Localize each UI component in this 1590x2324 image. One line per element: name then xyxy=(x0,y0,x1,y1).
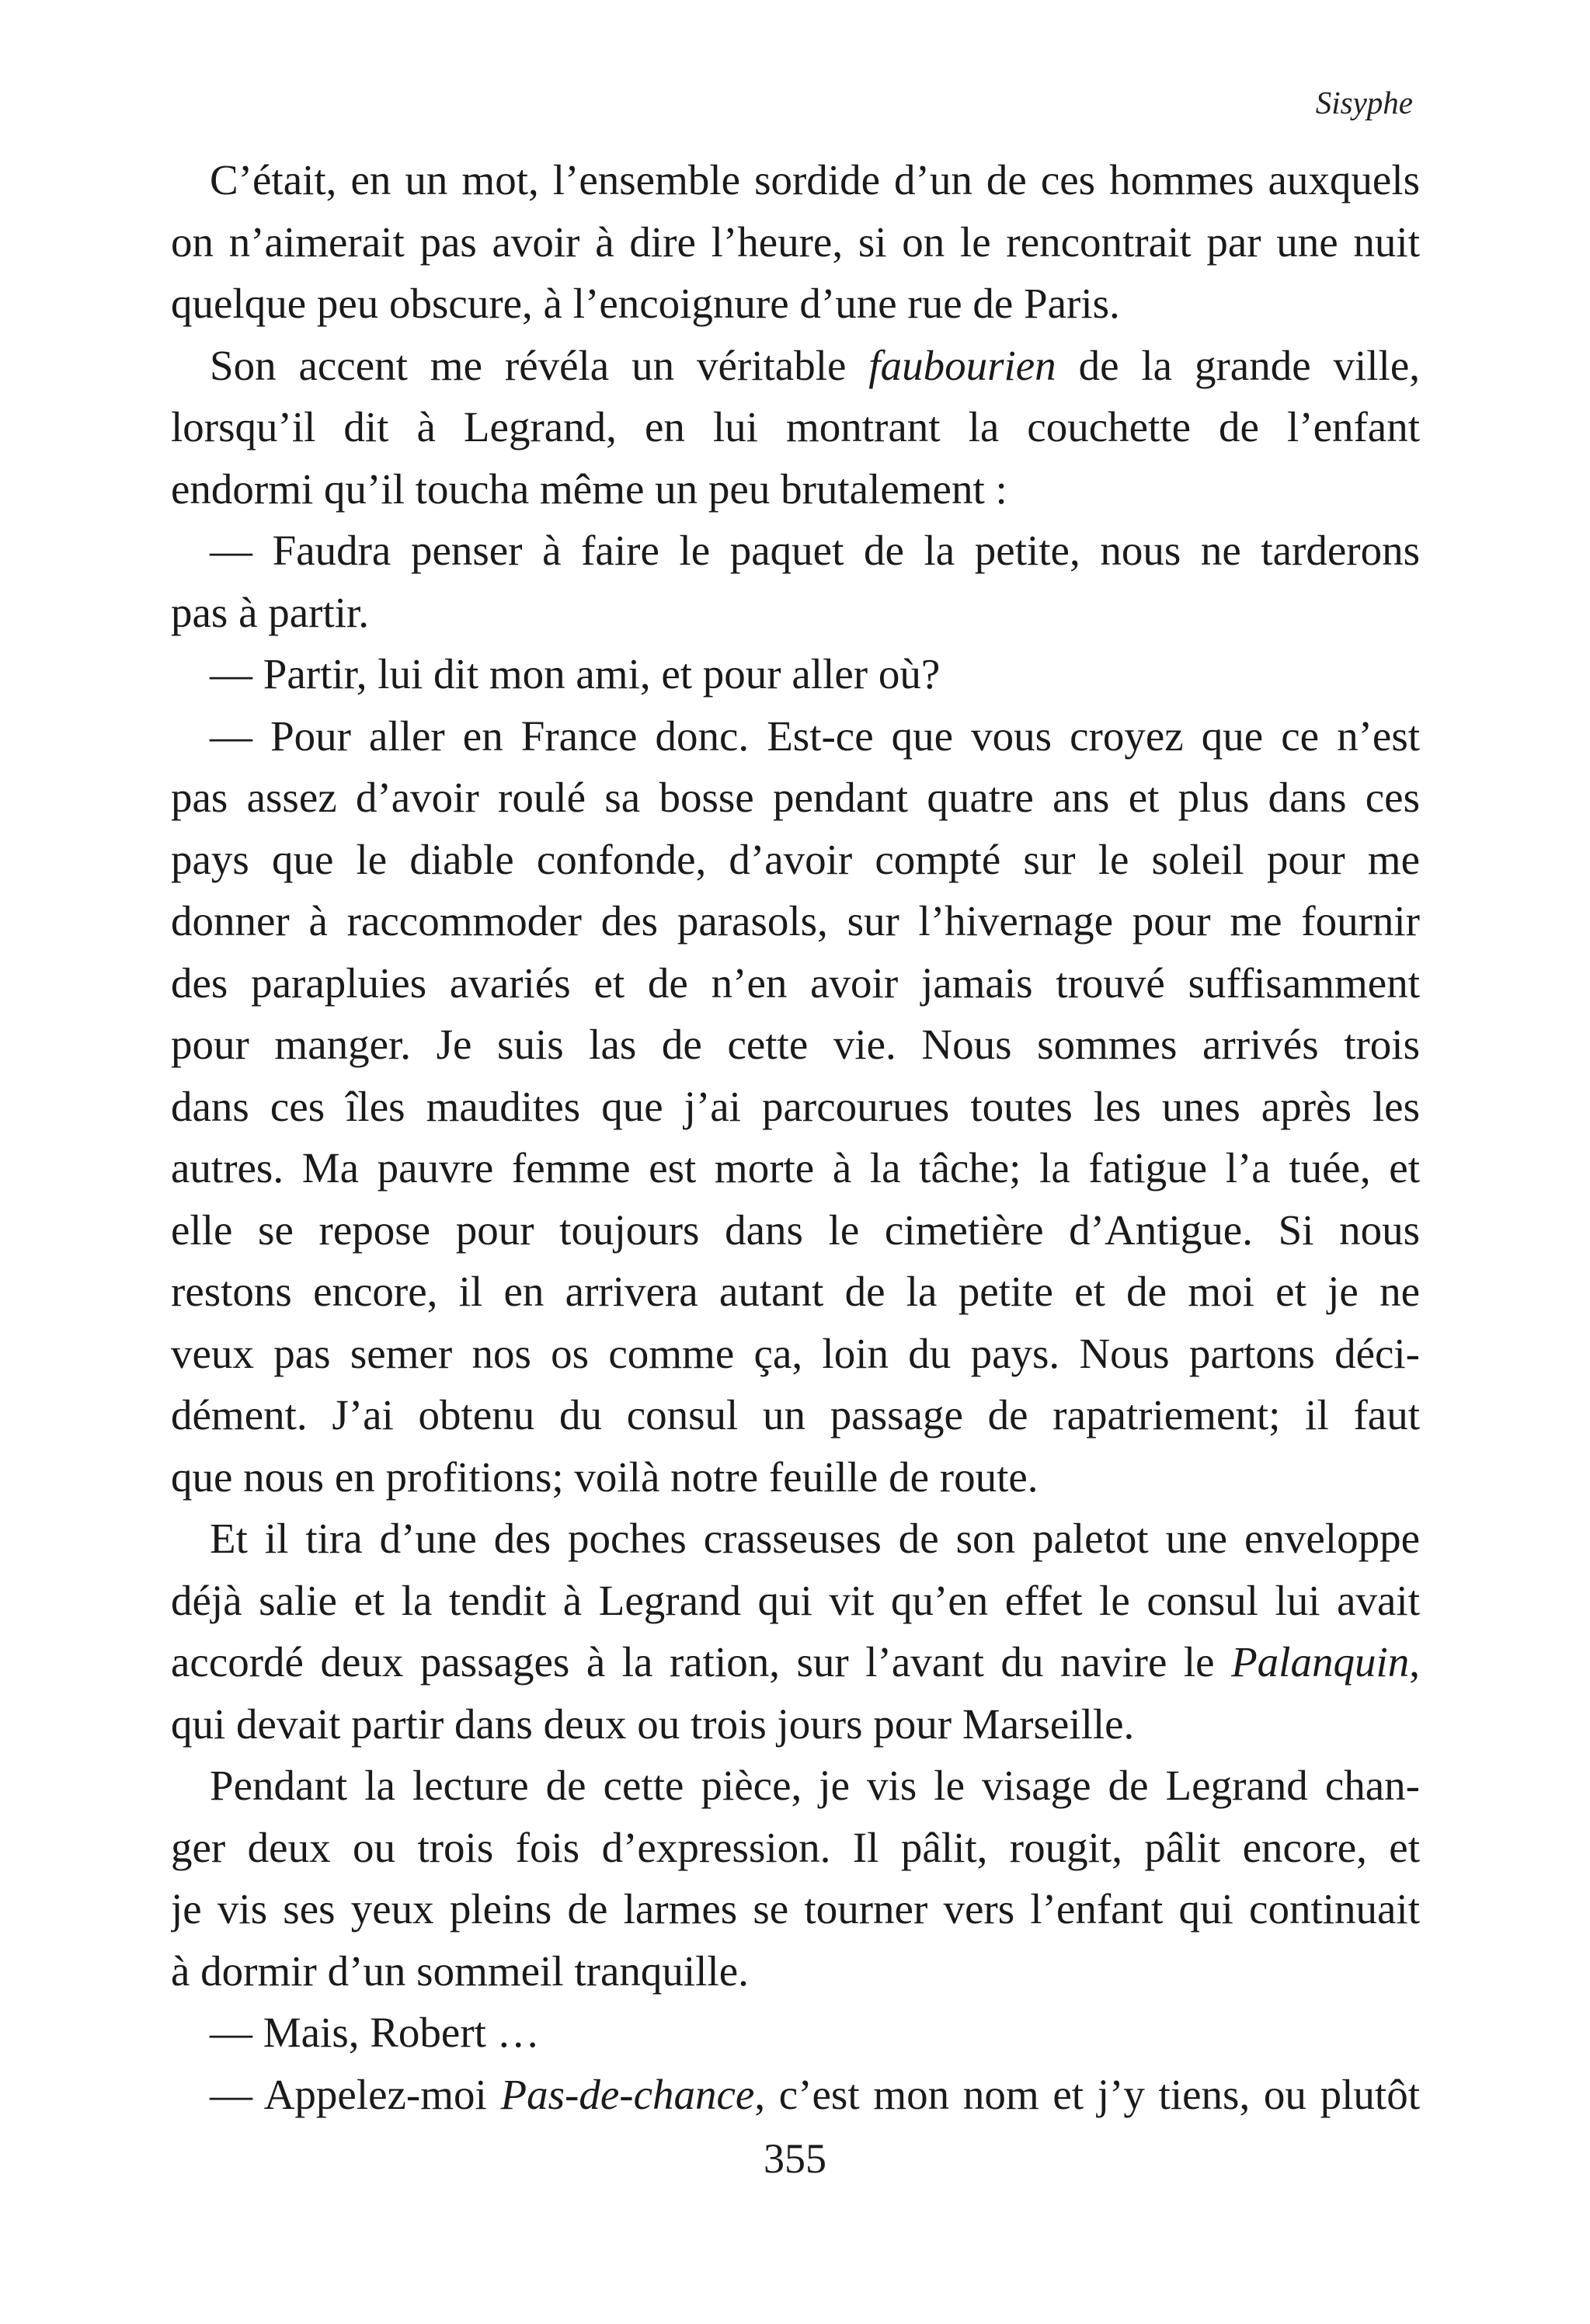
text-segment: restons encore, il en arrivera autant de la petite et de moi et je ne xyxy=(171,1268,1420,1315)
text-line xyxy=(171,1384,1420,1446)
text-line xyxy=(171,1570,1420,1632)
text-segment: ger deux ou trois fois d’expression. Il pâlit, rougit, pâlit encore, et xyxy=(171,1823,1420,1871)
text-segment: dément. J’ai obtenu du consul un passage de rapatriement; il faut xyxy=(171,1391,1420,1439)
text-segment: déjà salie et la tendit à Legrand qui vit qu’en effet le consul lui avait xyxy=(171,1576,1420,1624)
text-line xyxy=(171,149,1420,211)
text-line xyxy=(171,1014,1420,1076)
text-line xyxy=(171,952,1420,1014)
text-segment: veux pas semer nos os comme ça, loin du pays. Nous partons déci- xyxy=(171,1329,1420,1377)
text-line xyxy=(171,273,1420,335)
text-segment: endormi qu’il toucha même un peu brutalement : xyxy=(171,464,1007,513)
italic-term: faubourien xyxy=(868,341,1056,389)
text-segment: donner à raccommoder des parasols, sur l’hivernage pour me fournir xyxy=(171,897,1420,945)
text-segment: pays que le diable confonde, d’avoir compté sur le soleil pour me xyxy=(171,835,1420,883)
text-line xyxy=(171,1755,1420,1817)
text-segment: pas à partir. xyxy=(171,588,370,636)
text-line xyxy=(171,211,1420,273)
text-segment: que nous en profitions; voilà notre feuille de route. xyxy=(171,1452,1039,1501)
text-segment: Son accent me révéla un véritable xyxy=(210,341,869,389)
text-segment: qui devait partir dans deux ou trois jours pour Marseille. xyxy=(171,1700,1135,1748)
text-segment: je vis ses yeux pleins de larmes se tourner vers l’enfant qui continuait xyxy=(171,1885,1420,1933)
text-line xyxy=(171,582,1420,644)
italic-term: Pas-de-chance xyxy=(500,2070,755,2118)
text-line xyxy=(171,458,1420,520)
text-line xyxy=(171,1323,1420,1385)
text-segment: autres. Ma pauvre femme est morte à la tâche; la fatigue l’a tuée, et xyxy=(171,1144,1420,1192)
text-segment: accordé deux passages à la ration, sur l’avant du navire le xyxy=(171,1638,1232,1686)
text-segment: de la grande ville, xyxy=(1056,341,1420,389)
text-segment: C’était, en un mot, l’ensemble sordide d’un de ces hommes auxquels xyxy=(210,156,1420,204)
text-segment: à dormir d’un sommeil tranquille. xyxy=(171,1947,749,1995)
text-segment: — Partir, lui dit mon ami, et pour aller où? xyxy=(210,650,941,698)
text-segment: quelque peu obscure, à l’encoignure d’une rue de Paris. xyxy=(171,280,1120,327)
text-segment: — Faudra penser à faire le paquet de la petite, nous ne tarderons xyxy=(210,527,1420,574)
page-number: 355 xyxy=(764,2135,826,2182)
text-segment: des parapluies avariés et de n’en avoir jamais trouvé suffisamment xyxy=(171,958,1420,1007)
italic-term: Palanquin xyxy=(1231,1638,1410,1686)
text-segment: on n’aimerait pas avoir à dire l’heure, si on le rencontrait par une nuit xyxy=(171,217,1420,266)
text-line xyxy=(171,643,1420,705)
text-segment: elle se repose pour toujours dans le cimetière d’Antigue. Si nous xyxy=(171,1205,1420,1254)
text-line xyxy=(171,520,1420,582)
running-head: Sisyphe xyxy=(1315,85,1413,120)
text-line xyxy=(171,2064,1420,2126)
text-segment: , xyxy=(1409,1638,1420,1686)
text-line xyxy=(171,829,1420,891)
text-line xyxy=(171,1508,1420,1570)
text-segment: Et il tira d’une des poches crasseuses de son paletot une enveloppe xyxy=(210,1515,1420,1562)
text-segment: pour manger. Je suis las de cette vie. Nous sommes arrivés trois xyxy=(171,1021,1420,1068)
text-line xyxy=(171,1693,1420,1755)
text-line xyxy=(171,2002,1420,2064)
text-line xyxy=(171,705,1420,767)
body-text xyxy=(171,149,1420,2125)
text-line xyxy=(171,1076,1420,1138)
text-segment: Pendant la lecture de cette pièce, je vis le visage de Legrand chan- xyxy=(210,1762,1420,1809)
text-line xyxy=(171,1817,1420,1879)
text-line xyxy=(171,396,1420,458)
text-line xyxy=(171,1631,1420,1693)
text-line xyxy=(171,335,1420,397)
text-segment: pas assez d’avoir roulé sa bosse pendant quatre ans et plus dans ces xyxy=(171,774,1420,821)
text-line xyxy=(171,1261,1420,1323)
text-line xyxy=(171,1199,1420,1261)
text-segment: , c’est mon nom et j’y tiens, ou plutôt xyxy=(754,2070,1420,2118)
text-segment: — Appelez-moi xyxy=(210,2070,501,2118)
text-line xyxy=(171,1137,1420,1199)
text-line xyxy=(171,767,1420,829)
text-line xyxy=(171,1446,1420,1508)
text-segment: — Mais, Robert … xyxy=(210,2009,540,2056)
text-line xyxy=(171,1940,1420,2002)
text-segment: dans ces îles maudites que j’ai parcourues toutes les unes après les xyxy=(171,1082,1420,1130)
text-line xyxy=(171,890,1420,952)
text-line xyxy=(171,1878,1420,1940)
text-segment: — Pour aller en France donc. Est-ce que vous croyez que ce n’est xyxy=(210,711,1420,760)
text-segment: lorsqu’il dit à Legrand, en lui montrant la couchette de l’enfant xyxy=(171,403,1420,451)
